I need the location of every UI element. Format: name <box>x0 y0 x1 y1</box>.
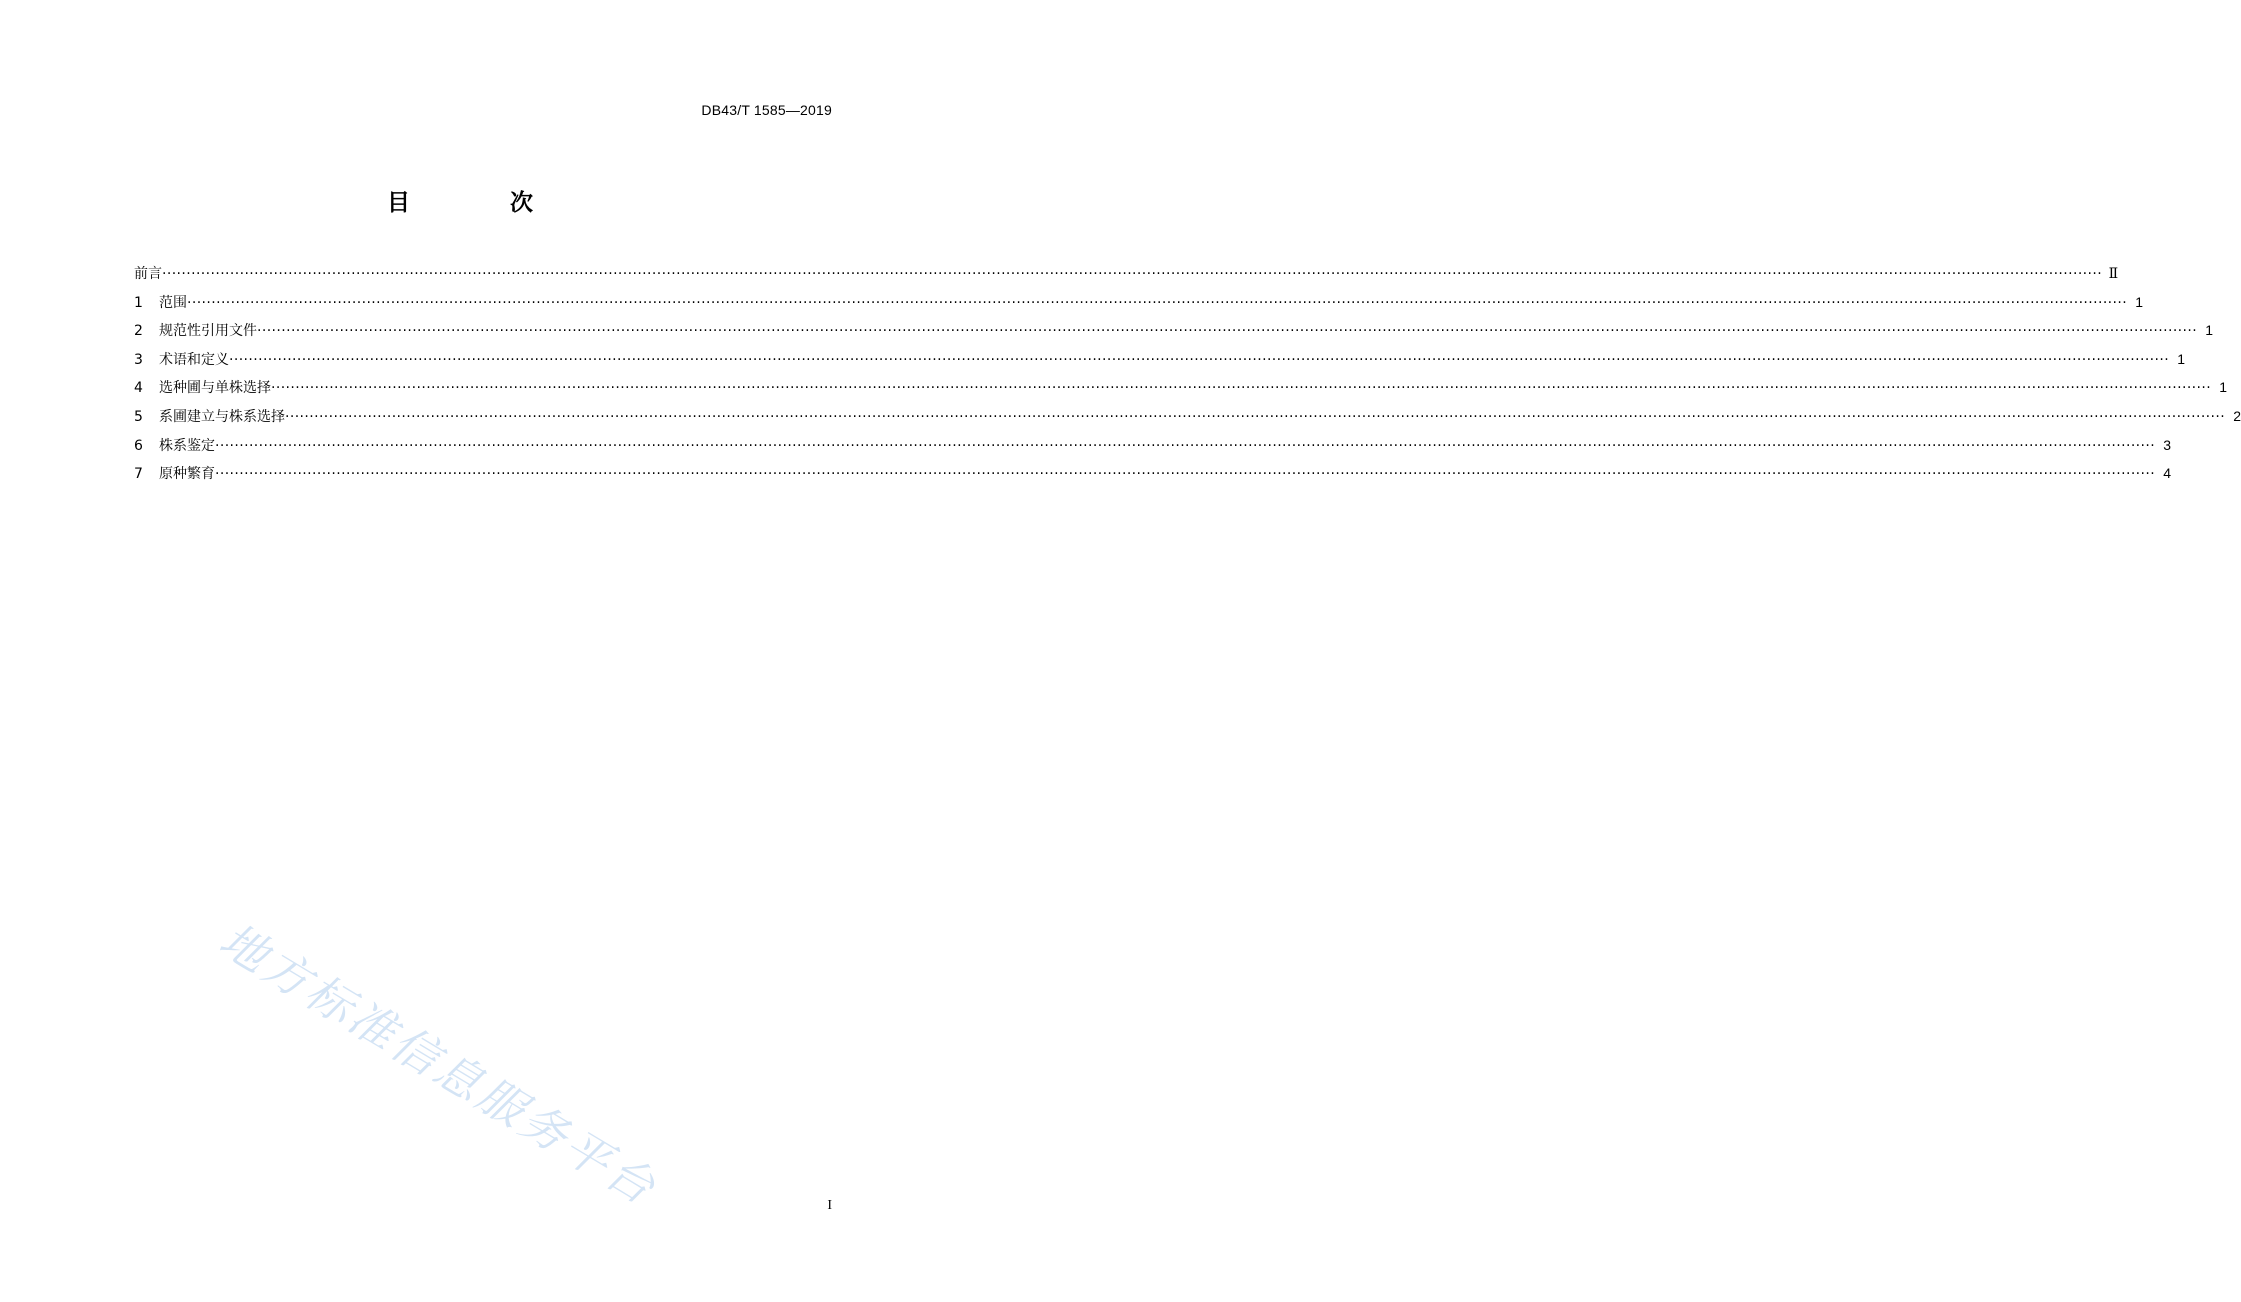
toc-entry-page: 2 <box>2233 407 2241 424</box>
toc-entry-label: 系圃建立与株系选择 <box>159 408 285 425</box>
toc-entry-original-seed-breeding[interactable] <box>134 463 2172 492</box>
toc-entry-page: 3 <box>2163 436 2172 453</box>
toc-entry-label: 范围 <box>159 294 187 311</box>
toc-entry-page: 1 <box>2219 379 2228 396</box>
toc-leader-dots: ················································································································································································································································································································································································································ <box>215 437 2156 454</box>
toc-entry-number: 5 <box>134 408 143 425</box>
toc-entry-label: 规范性引用文件 <box>159 323 257 340</box>
toc-leader-dots: ················································································································································································································································································································································································································ <box>187 294 2128 311</box>
toc-entry-line-identification[interactable] <box>134 435 2172 464</box>
toc-leader-dots: ················································································································································································································································································································································································································ <box>215 466 2156 483</box>
toc-leader-dots: ················································································································································································································································································································································································································ <box>271 380 2212 397</box>
table-of-contents <box>134 263 2241 492</box>
toc-entry-scope[interactable] <box>134 292 2144 321</box>
watermark: 地方标准信息服务平台 <box>210 912 667 1217</box>
toc-entry-number: 1 <box>134 294 143 311</box>
toc-entry-number: 3 <box>134 351 143 368</box>
toc-entry-selection-nursery[interactable] <box>134 377 2228 406</box>
toc-entry-number: 6 <box>134 437 143 454</box>
toc-entry-page: Ⅱ <box>2108 267 2119 282</box>
toc-leader-dots: ················································································································································································································································································································································································································ <box>257 323 2198 340</box>
toc-entry-terms-definitions[interactable] <box>134 349 2186 378</box>
toc-leader-dots: ················································································································································································································································································································································································································ <box>162 266 2103 282</box>
document-code: DB43/T 1585—2019 <box>701 102 832 118</box>
toc-entry-line-nursery[interactable] <box>134 406 2241 435</box>
toc-entry-label: 选种圃与单株选择 <box>159 380 271 397</box>
toc-entry-number: 7 <box>134 466 143 483</box>
toc-entry-label: 前言 <box>134 266 162 282</box>
toc-entry-page: 1 <box>2205 322 2214 339</box>
toc-entry-label: 术语和定义 <box>159 351 229 368</box>
toc-leader-dots: ················································································································································································································································································································································································································ <box>285 408 2226 425</box>
toc-entry-label: 株系鉴定 <box>159 437 215 454</box>
page-number: I <box>827 1198 832 1213</box>
page-title: 目 次 <box>386 190 579 216</box>
toc-entry-number: 2 <box>134 323 143 340</box>
toc-entry-number: 4 <box>134 380 143 397</box>
toc-leader-dots: ················································································································································································································································································································································································································ <box>229 351 2170 368</box>
toc-entry-page: 4 <box>2163 465 2172 482</box>
toc-entry-page: 1 <box>2135 293 2144 310</box>
toc-entry-foreword[interactable] <box>134 263 2119 292</box>
toc-entry-label: 原种繁育 <box>159 466 215 483</box>
toc-entry-normative-references[interactable] <box>134 320 2214 349</box>
toc-entry-page: 1 <box>2177 350 2186 367</box>
